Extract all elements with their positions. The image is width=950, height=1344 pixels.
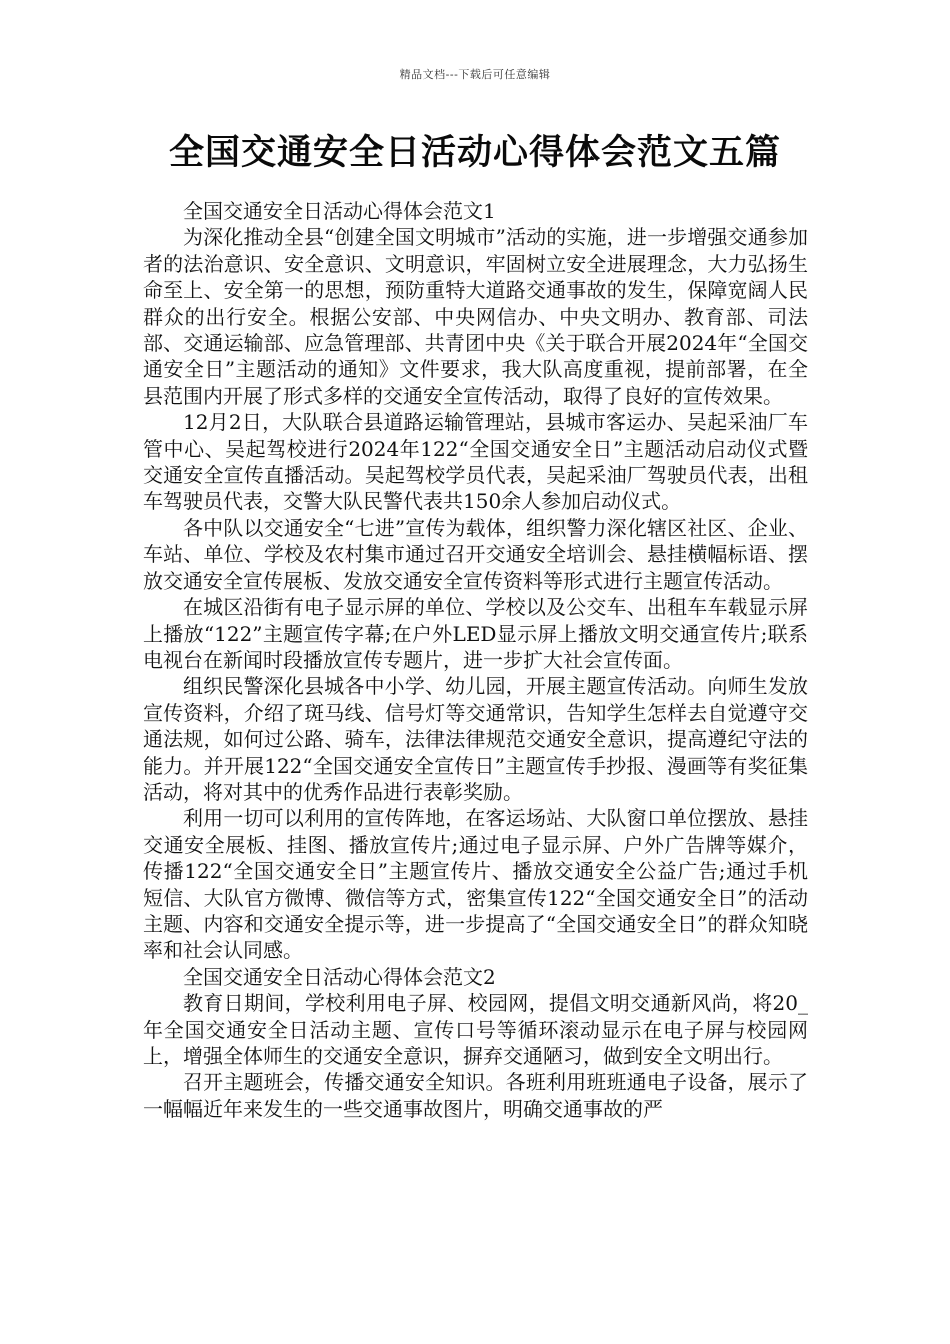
paragraph: 教育日期间，学校利用电子屏、校园网，提倡文明交通新风尚，将20_年全国交通安全日活动主题、宣传口号等循环滚动显示在电子屏与校园网上，增强全体师生的交通安全意识，摒弃交通陋习，做到安全文明出行。 xyxy=(143,991,808,1068)
paragraph: 各中队以交通安全“七进”宣传为载体，组织警力深化辖区社区、企业、车站、单位、学校及农村集市通过召开交通安全培训会、悬挂横幅标语、摆放交通安全宣传展板、发放交通安全宣传资料等形式进行主题宣传活动。 xyxy=(143,515,808,593)
paragraph: 召开主题班会，传播交通安全知识。各班利用班班通电子设备，展示了一幅幅近年来发生的一些交通事故图片，明确交通事故的严 xyxy=(143,1070,808,1121)
section-heading-2: 全国交通安全日活动心得体会范文2 xyxy=(183,964,496,989)
header-note: 精品文档---下载后可任意编辑 xyxy=(399,68,551,81)
paragraph: 在城区沿街有电子显示屏的单位、学校以及公交车、出租车车载显示屏上播放“122”主题宣传字幕;在户外LED显示屏上播放文明交通宣传片;联系电视台在新闻时段播放宣传专题片，进一步扩大社会宣传面。 xyxy=(143,595,808,672)
document-title: 全国交通安全日活动心得体会范文五篇 xyxy=(168,132,781,173)
document-body xyxy=(143,198,808,1122)
paragraph: 利用一切可以利用的宣传阵地，在客运场站、大队窗口单位摆放、悬挂交通安全展板、挂图、播放宣传片;通过电子显示屏、户外广告牌等媒介，传播122“全国交通安全日”主题宣传片、播放交通安全公益广告;通过手机短信、大队官方微博、微信等方式，密集宣传122“全国交通安全日”的活动主题、内容和交通安全提示等，进一步提高了“全国交通安全日”的群众知晓率和社会认同感。 xyxy=(143,806,808,963)
paragraph: 12月2日，大队联合县道路运输管理站，县城市客运办、吴起采油厂车管中心、吴起驾校进行2024年122“全国交通安全日”主题活动启动仪式暨交通安全宣传直播活动。吴起驾校学员代表，吴起采油厂驾驶员代表，出租车驾驶员代表，交警大队民警代表共150余人参加启动仪式。 xyxy=(143,410,808,514)
paragraph: 组织民警深化县城各中小学、幼儿园，开展主题宣传活动。向师生发放宣传资料，介绍了斑马线、信号灯等交通常识，告知学生怎样去自觉遵守交通法规，如何过公路、骑车，法律法律规范交通安全意识，提高遵纪守法的能力。并开展122“全国交通安全宣传日”主题宣传手抄报、漫画等有奖征集活动，将对其中的优秀作品进行表彰奖励。 xyxy=(143,674,808,804)
paragraph: 为深化推动全县“创建全国文明城市”活动的实施，进一步增强交通参加者的法治意识、安全意识、文明意识，牢固树立安全进展理念，大力弘扬生命至上、安全第一的思想，预防重特大道路交通事故的发生，保障宽阔人民群众的出行安全。根据公安部、中央网信办、中央文明办、教育部、司法部、交通运输部、应急管理部、共青团中央《关于联合开展2024年“全国交通安全日”主题活动的通知》文件要求，我大队高度重视，提前部署，在全县范围内开展了形式多样的交通安全宣传活动，取得了良好的宣传效果。 xyxy=(143,225,808,408)
section-heading-1: 全国交通安全日活动心得体会范文1 xyxy=(183,199,496,223)
